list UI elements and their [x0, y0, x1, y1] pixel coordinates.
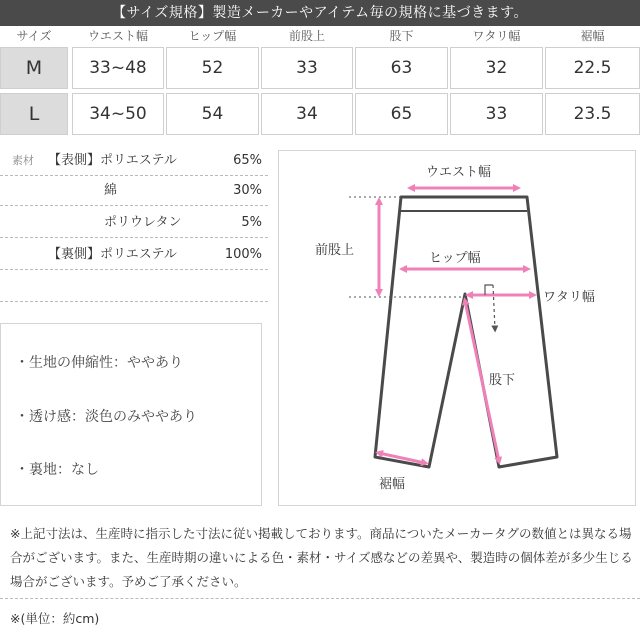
waist-value: 33~48 [72, 47, 164, 89]
size-label: M [0, 47, 68, 89]
front-rise-value: 33 [261, 47, 353, 89]
fabric-label: ポリウレタン [104, 215, 182, 230]
fabric-label: 【表側】ポリエステル [48, 153, 177, 168]
thigh-value: 32 [450, 47, 543, 89]
hip-label: ヒップ幅 [429, 251, 481, 266]
pants-diagram [278, 150, 636, 506]
header-waist: ウエスト幅 [87, 29, 148, 43]
front-rise-value: 34 [261, 93, 353, 135]
divider [0, 598, 640, 599]
fabric-value: 100% [224, 247, 262, 262]
header-size: サイズ [16, 29, 52, 43]
fabric-value: 30% [233, 183, 262, 198]
header-hip: ヒップ幅 [188, 29, 237, 43]
measurement-disclaimer: ※上記寸法は、生産時に指示した寸法に従い掲載しております。商品についたメーカータグの数値とは異なる場合がございます。また、生産時期の違いによる色・素材・サイズ感などの差異や、製造時の個体差が多少生じる場合がございます。予めご了承ください。 [10, 526, 633, 589]
unit-note: ※(単位：約cm) [10, 611, 100, 626]
inseam-value: 65 [355, 93, 448, 135]
waist-label: ウエスト幅 [426, 165, 492, 180]
header-hem: 裾幅 [580, 29, 605, 43]
header-thigh: ワタリ幅 [472, 29, 521, 43]
fabric-label: 【裏側】ポリエステル [48, 247, 177, 262]
fabric-row [0, 210, 268, 238]
fabric-row [0, 148, 268, 176]
feature-lining: ・裏地：なし [15, 462, 99, 478]
hip-value: 54 [166, 93, 259, 135]
fabric-features-box [0, 323, 262, 506]
size-spec-banner: 【サイズ規格】製造メーカーやアイテム毎の規格に基づきます。 [0, 0, 640, 26]
fabric-label: 綿 [104, 183, 118, 198]
pants-outline [375, 197, 557, 467]
fabric-lead-label: 素材 [12, 154, 34, 167]
header-inseam: 股下 [389, 29, 414, 43]
fabric-row [0, 178, 268, 206]
feature-sheerness: ・透け感：淡色のみややあり [15, 409, 197, 425]
fabric-value: 65% [233, 153, 262, 168]
feature-stretch: ・生地の伸縮性：ややあり [15, 355, 183, 371]
thigh-label: ワタリ幅 [543, 290, 595, 305]
inseam-value: 63 [355, 47, 448, 89]
size-table-header [0, 27, 640, 45]
fabric-row-empty [0, 274, 268, 302]
header-front-rise: 前股上 [288, 29, 325, 43]
size-label: L [0, 93, 68, 135]
fabric-row [0, 242, 268, 270]
hem-value: 22.5 [545, 47, 640, 89]
thigh-value: 33 [450, 93, 543, 135]
inseam-label: 股下 [489, 373, 516, 388]
hip-value: 52 [166, 47, 259, 89]
hem-label: 裾幅 [379, 477, 406, 492]
table-row [0, 47, 640, 89]
front-rise-label: 前股上 [315, 243, 355, 258]
waist-value: 34~50 [72, 93, 164, 135]
table-row [0, 93, 640, 135]
pants-illustration [279, 151, 637, 507]
hem-value: 23.5 [545, 93, 640, 135]
fabric-value: 5% [241, 215, 262, 230]
